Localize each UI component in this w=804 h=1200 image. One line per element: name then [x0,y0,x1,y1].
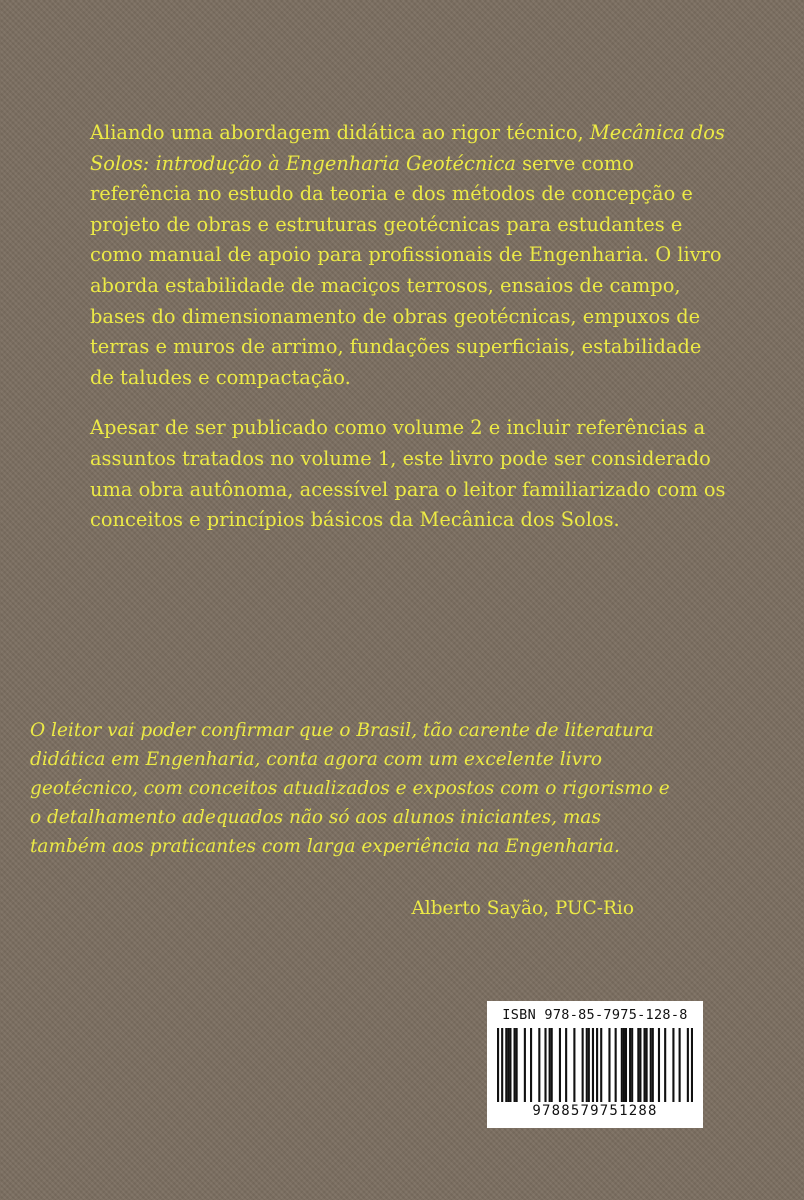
barcode-bar [582,1028,584,1106]
barcode-bar [615,1028,617,1106]
barcode-bar [592,1028,594,1106]
barcode-bar [524,1028,526,1106]
barcode-bar [621,1028,623,1106]
barcode-bar [573,1028,575,1106]
barcode-bar [497,1028,499,1106]
description-paragraph-1 [90,118,730,393]
barcode-bar [631,1028,633,1106]
barcode-bar [507,1028,509,1106]
quote-text: O leitor vai poder confirmar que o Brasil, tão carente de literatura didática em Engenharia, conta agora com um excelente livro geotécnico, com conceitos atualizados e expostos com o rigorismo e o detalhamento adequados não só aos alunos iniciantes, mas também aos praticantes com larga experiência na Engenharia. [30,720,670,857]
barcode-bar [596,1028,598,1106]
quote-author: Alberto Sayão, PUC-Rio [411,898,634,919]
description-rest: serve como referência no estudo da teoria e dos métodos de concepção e projeto de obras e estruturas geotécnicas para estudantes e como manual de apoio para profissionais de Engenharia. O livro aborda estabilidade de maciços terrosos, ensaios de campo, bases do dimensionamento de obras geotécnicas, empuxos de terras e muros de arrimo, fundações superficiais, estabilidade de taludes e compactação. [90,151,722,389]
barcode-bar [672,1028,674,1106]
barcode-bar [664,1028,666,1106]
barcode-bar [514,1028,516,1106]
barcode-bars [497,1028,693,1106]
barcode-bar [650,1028,652,1106]
barcode-bar [586,1028,588,1106]
barcode-bar [588,1028,590,1106]
barcode-bar [625,1028,627,1106]
barcode-bar [643,1028,645,1106]
barcode-bar [637,1028,639,1106]
barcode-bar [629,1028,631,1106]
barcode-bar [538,1028,540,1106]
description-lead: Aliando uma abordagem didática ao rigor técnico, [90,121,590,144]
description-paragraph-2: Apesar de ser publicado como volume 2 e incluir referências a assuntos tratados no volume 1, este livro pode ser considerado uma obra autônoma, acessível para o leitor familiarizado com os conceitos e princípios básicos da Mecânica dos Solos. [90,416,726,532]
barcode-bar [516,1028,518,1106]
barcode-bar [623,1028,625,1106]
book-description [90,118,730,556]
barcode-bar [600,1028,602,1106]
barcode-bar [646,1028,648,1106]
barcode-bar [565,1028,567,1106]
barcode-bar [530,1028,532,1106]
barcode-bar [639,1028,641,1106]
book-title-italic: Mecânica dos Solos: introdução à Engenharia Geotécnica [90,121,725,175]
barcode-bar [691,1028,693,1106]
barcode-bar [652,1028,654,1106]
endorsement-quote [30,716,670,861]
barcode-bar [559,1028,561,1106]
barcode-bar [679,1028,681,1106]
barcode-bar [509,1028,511,1106]
isbn-barcode [487,1001,703,1128]
barcode-digits: 9788579751288 [497,1102,693,1120]
barcode-bar [687,1028,689,1106]
barcode-bar [544,1028,546,1106]
barcode-bar [608,1028,610,1106]
barcode-bar [658,1028,660,1106]
isbn-label: ISBN 978-85-7975-128-8 [502,1007,688,1023]
barcode-bar [501,1028,503,1106]
barcode-bar [505,1028,507,1106]
barcode-bar [551,1028,553,1106]
barcode-bar [549,1028,551,1106]
